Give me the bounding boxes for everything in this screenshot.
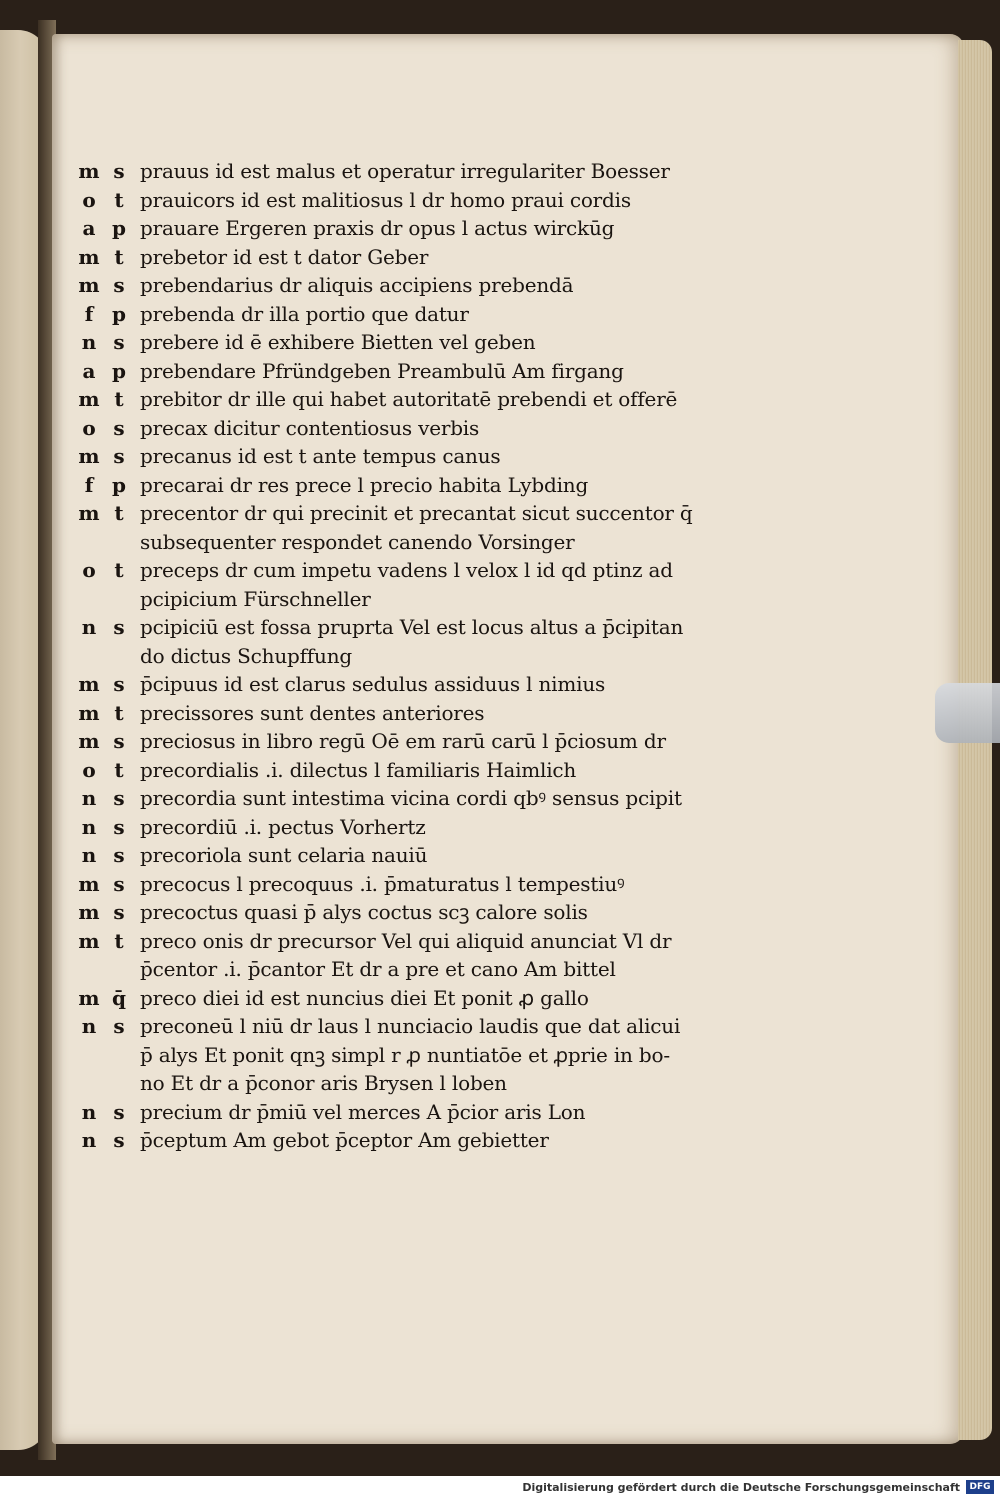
entry-text: precax dicitur contentiosus verbis: [140, 415, 480, 440]
entry-text: no Et dr a p̄conor aris Brysen l loben: [140, 1071, 507, 1095]
entry-text: precoriola sunt celaria nauiū: [140, 843, 428, 867]
type-marker: s: [113, 444, 125, 468]
dictionary-entry: [74, 699, 734, 728]
entry-text: prebere id ē exhibere Bietten vel geben: [140, 330, 536, 354]
entry-text: precanus id est t ante tempus canus: [140, 444, 501, 468]
dictionary-entry: [74, 1069, 734, 1098]
type-marker: t: [114, 558, 124, 582]
entry-text: do dictus Schupffung: [140, 643, 352, 668]
dictionary-entry: [74, 955, 734, 984]
gender-marker: o: [82, 187, 96, 212]
dictionary-entry: [74, 471, 734, 500]
gender-marker: m: [78, 700, 100, 725]
dictionary-entry: [74, 870, 734, 899]
entry-text: precissores sunt dentes anteriores: [140, 700, 485, 725]
entry-text: prauus id est malus et operatur irregulariter Boesser: [140, 159, 670, 183]
type-marker: t: [114, 700, 124, 725]
entry-text: prebetor id est t dator Geber: [140, 244, 429, 269]
gender-marker: n: [81, 1128, 97, 1152]
type-marker: s: [113, 330, 125, 354]
entry-text: precium dr p̄miū vel merces A p̄cior aris Lon: [140, 1099, 586, 1124]
type-marker: p: [112, 358, 126, 383]
entry-text: p̄centor .i. p̄cantor Et dr a pre et cano Am bittel: [140, 957, 616, 981]
dictionary-entry: [74, 328, 734, 357]
entry-text: preciosus in libro regū Oē em rarū carū l p̄ciosum dr: [140, 729, 666, 753]
gender-marker: m: [78, 273, 100, 297]
type-marker: p: [112, 472, 126, 497]
type-marker: t: [114, 244, 124, 269]
gender-marker: n: [81, 1099, 97, 1124]
type-marker: q̄: [112, 985, 126, 1010]
entry-text: precordia sunt intestima vicina cordi qbꝰ sensus pcipit: [140, 786, 682, 810]
type-marker: s: [113, 786, 125, 810]
entry-text: p̄cipuus id est clarus sedulus assiduus l nimius: [140, 672, 606, 696]
type-marker: s: [113, 273, 125, 297]
dictionary-entry: [74, 585, 734, 614]
dictionary-entry: [74, 214, 734, 243]
dictionary-entry: [74, 813, 734, 842]
gender-marker: n: [81, 843, 97, 867]
entry-text: preco diei id est nuncius diei Et ponit ꝓ gallo: [140, 985, 589, 1010]
entry-text: pcipiciū est fossa pruprta Vel est locus altus a p̄cipitan: [140, 615, 684, 639]
dictionary-entry: [74, 300, 734, 329]
gender-marker: n: [81, 1014, 97, 1038]
dictionary-entry: [74, 1098, 734, 1127]
dictionary-entry: [74, 442, 734, 471]
gender-marker: f: [84, 472, 94, 497]
gender-marker: n: [81, 814, 97, 839]
entry-text: prauare Ergeren praxis dr opus l actus wirckūg: [140, 216, 615, 240]
type-marker: s: [113, 1128, 125, 1152]
entry-text: prebenda dr illa portio que datur: [140, 301, 469, 326]
type-marker: t: [114, 187, 124, 212]
dictionary-entry: [74, 613, 734, 642]
entry-text: prauicors id est malitiosus l dr homo praui cordis: [140, 187, 631, 212]
dictionary-entry: [74, 271, 734, 300]
entry-text: p̄ceptum Am gebot p̄ceptor Am gebietter: [140, 1128, 549, 1152]
dictionary-entry: [74, 243, 734, 272]
gender-marker: m: [78, 871, 100, 896]
gender-marker: m: [78, 387, 100, 411]
type-marker: s: [113, 159, 125, 183]
entry-text: subsequenter respondet canendo Vorsinger: [140, 529, 575, 554]
gender-marker: m: [78, 900, 100, 924]
gender-marker: o: [82, 558, 96, 582]
type-marker: s: [113, 1014, 125, 1038]
gender-marker: f: [84, 301, 94, 326]
color-tab-marker: [935, 683, 1000, 743]
gender-marker: a: [82, 358, 96, 383]
dictionary-entry: [74, 1041, 734, 1070]
type-marker: s: [113, 900, 125, 924]
footer-bar: [0, 1476, 1000, 1500]
type-marker: s: [113, 814, 125, 839]
dictionary-entry: [74, 499, 734, 528]
dictionary-entry: [74, 1012, 734, 1041]
gender-marker: o: [82, 757, 96, 782]
type-marker: p: [112, 216, 126, 240]
gender-marker: m: [78, 244, 100, 269]
dictionary-entry: [74, 642, 734, 671]
entry-text: preceps dr cum impetu vadens l velox l id qd ptinz ad: [140, 558, 673, 582]
type-marker: s: [113, 871, 125, 896]
entry-text: prebendarius dr aliquis accipiens prebendā: [140, 273, 574, 297]
entry-text: precordialis .i. dilectus l familiaris Haimlich: [140, 757, 577, 782]
dictionary-entry: [74, 898, 734, 927]
gender-marker: a: [82, 216, 96, 240]
dictionary-entry: [74, 528, 734, 557]
dictionary-entry: [74, 157, 734, 186]
gender-marker: n: [81, 786, 97, 810]
gender-marker: m: [78, 928, 100, 953]
type-marker: t: [114, 501, 124, 525]
type-marker: s: [113, 615, 125, 639]
gender-marker: m: [78, 985, 100, 1010]
type-marker: p: [112, 301, 126, 326]
entry-text: p̄ alys Et ponit qnꝫ simpl r ꝓ nuntiatōe et ꝓprie in bo-: [140, 1042, 670, 1067]
gender-marker: m: [78, 159, 100, 183]
dictionary-entry: [74, 670, 734, 699]
dictionary-entry: [74, 357, 734, 386]
entry-text: precordiū .i. pectus Vorhertz: [140, 814, 426, 839]
entry-text: precoctus quasi p̄ alys coctus scꝫ calore solis: [140, 900, 588, 924]
gender-marker: n: [81, 330, 97, 354]
dictionary-entry: [74, 186, 734, 215]
gender-marker: m: [78, 444, 100, 468]
dictionary-entry: [74, 984, 734, 1013]
gender-marker: o: [82, 415, 96, 440]
entry-text: precentor dr qui precinit et precantat sicut succentor q̄: [140, 501, 693, 525]
entry-text: precarai dr res prece l precio habita Lybding: [140, 472, 589, 497]
dictionary-entry: [74, 927, 734, 956]
dictionary-entry: [74, 756, 734, 785]
type-marker: t: [114, 928, 124, 953]
type-marker: t: [114, 387, 124, 411]
funding-credit: Digitalisierung gefördert durch die Deutsche Forschungsgemeinschaft: [522, 1481, 960, 1494]
entry-text: preconeū l niū dr laus l nunciacio laudis que dat alicui: [140, 1014, 681, 1038]
dictionary-entry: [74, 841, 734, 870]
dictionary-entry: [74, 414, 734, 443]
gender-marker: n: [81, 615, 97, 639]
dictionary-entry: [74, 784, 734, 813]
gender-marker: m: [78, 672, 100, 696]
entry-text: prebitor dr ille qui habet autoritatē prebendi et offerē: [140, 387, 678, 411]
gender-marker: m: [78, 501, 100, 525]
type-marker: s: [113, 415, 125, 440]
dictionary-column: [74, 157, 734, 1155]
entry-text: prebendare Pfründgeben Preambulū Am firgang: [140, 358, 624, 383]
dfg-logo: DFG: [966, 1480, 994, 1494]
dictionary-entry: [74, 556, 734, 585]
gender-marker: m: [78, 729, 100, 753]
dictionary-entry: [74, 727, 734, 756]
type-marker: s: [113, 672, 125, 696]
type-marker: t: [114, 757, 124, 782]
dictionary-entry: [74, 1126, 734, 1155]
entry-text: pcipicium Fürschneller: [140, 586, 371, 611]
dictionary-entry: [74, 385, 734, 414]
type-marker: s: [113, 1099, 125, 1124]
type-marker: s: [113, 843, 125, 867]
entry-text: preco onis dr precursor Vel qui aliquid anunciat Vl dr: [140, 928, 672, 953]
type-marker: s: [113, 729, 125, 753]
entry-text: precocus l precoquus .i. p̄maturatus l tempestiuꝰ: [140, 871, 625, 896]
